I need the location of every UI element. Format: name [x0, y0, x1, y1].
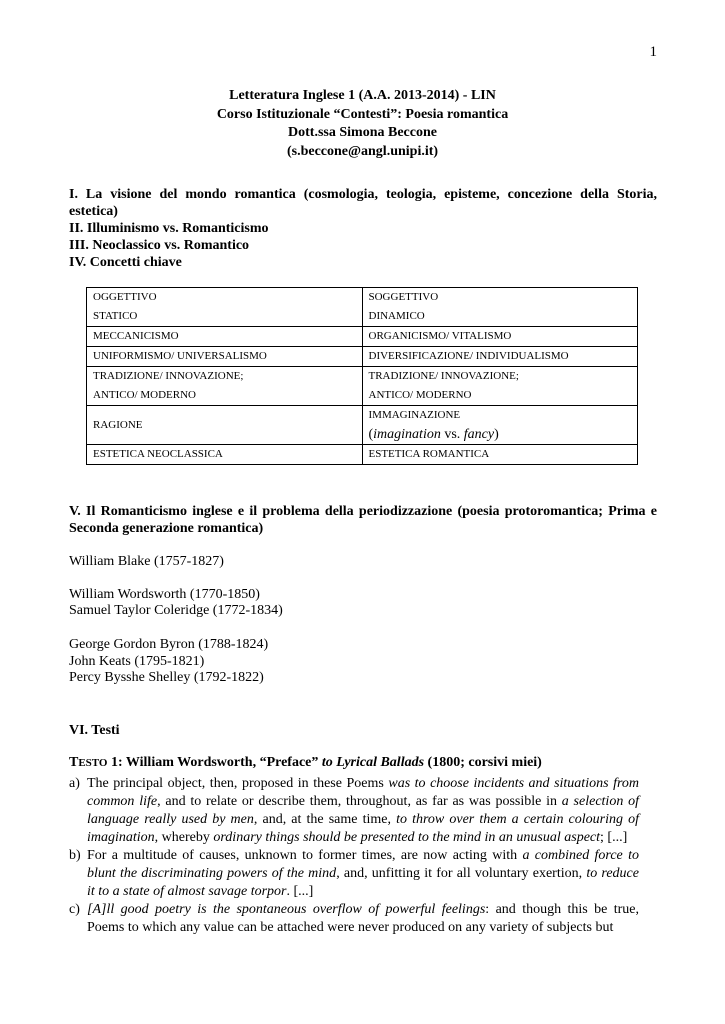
poet-wordsworth: William Wordsworth (1770-1850) [69, 587, 260, 602]
course-title: Letteratura Inglese 1 (A.A. 2013-2014) - LIN [229, 88, 496, 103]
table-row [87, 367, 638, 406]
table-cell [87, 367, 363, 406]
item-text: , and, unfitting it for all voluntary exertion, [336, 866, 587, 881]
table-cell: MECCANICISMO [87, 327, 363, 347]
cell-text: OGGETTIVO [93, 291, 157, 303]
item-label: a) [69, 776, 80, 791]
cell-text [369, 425, 632, 444]
item-label: b) [69, 848, 81, 863]
item-text: , and, at the same time, [253, 812, 397, 827]
title-initial: T [69, 755, 79, 770]
title-main: 1: William Wordsworth, “Preface” [107, 755, 319, 770]
table-row [87, 347, 638, 367]
vs-text: vs. [440, 427, 464, 442]
cell-text: TRADIZIONE/ INNOVAZIONE; [368, 370, 519, 382]
title-end: (1800; corsivi miei) [424, 755, 542, 770]
title-italic: to Lyrical Ballads [318, 755, 425, 770]
item-text: The principal object, then, proposed in these Poems [87, 776, 389, 791]
poet-keats: John Keats (1795-1821) [69, 654, 205, 669]
table-cell: RAGIONE [87, 406, 363, 445]
course-subtitle: Corso Istituzionale “Contesti”: Poesia romantica [216, 106, 509, 122]
table-row [87, 288, 638, 327]
item-italic: ordinary things should be presented to the mind in an unusual aspect [213, 830, 601, 845]
cell-text: ANTICO/ MODERNO [368, 389, 472, 401]
cell-text: TRADIZIONE/ INNOVAZIONE; [93, 370, 244, 382]
poet-shelley: Percy Bysshe Shelley (1792-1822) [69, 670, 264, 685]
title-smallcaps: ESTO [78, 757, 108, 769]
cell-text: IMMAGINAZIONE [368, 409, 461, 421]
term-imagination: imagination [373, 427, 441, 442]
item-italic: [A]ll good poetry is the spontaneous overflow of powerful feelings [87, 902, 486, 917]
poet-coleridge: Samuel Taylor Coleridge (1772-1834) [69, 603, 283, 618]
instructor-name: Dott.ssa Simona Beccone [288, 125, 437, 140]
item-text: : and though this be true, Poems to which any value can be attached were never produced on any variety of subjects but [87, 902, 639, 935]
section-6-heading: VI. Testi [69, 723, 120, 738]
paren: ( [368, 427, 374, 442]
item-text: For a multitude of causes, unknown to former times, are now acting with [87, 848, 523, 863]
item-italic: to reduce it to a state of almost savage torpor [87, 866, 639, 899]
document-header [0, 87, 725, 161]
table-cell: ORGANICISMO/ VITALISMO [362, 327, 638, 347]
section-1-heading: I. La visione del mondo romantica (cosmologia, teologia, episteme, concezione della Storia, estetica) [69, 187, 657, 219]
table-cell: UNIFORMISMO/ UNIVERSALISMO [87, 347, 363, 367]
item-italic: a combined force to blunt the discriminating powers of the mind [87, 848, 639, 881]
term-fancy: fancy [463, 427, 495, 442]
item-text: ; [...] [600, 830, 628, 845]
section-4-heading: IV. Concetti chiave [69, 255, 182, 270]
table-cell [362, 288, 638, 327]
list-item [69, 847, 639, 901]
item-text: , whereby [154, 830, 214, 845]
key-concepts-table [86, 287, 638, 465]
testo-1-title [69, 755, 542, 771]
item-italic: a selection of language really used by men [87, 794, 639, 827]
table-row [87, 445, 638, 465]
table-cell [362, 406, 638, 445]
table-row [87, 406, 638, 445]
section-5-heading: V. Il Romanticismo inglese e il problema della periodizzazione (poesia protoromantica; Prima e Seconda generazione romantica) [69, 504, 657, 536]
poet-blake: William Blake (1757-1827) [69, 554, 224, 569]
table-cell: ESTETICA NEOCLASSICA [87, 445, 363, 465]
item-text: , and to relate or describe them, throughout, as far as was possible in [157, 794, 562, 809]
table-row [87, 327, 638, 347]
section-3-heading: III. Neoclassico vs. Romantico [69, 238, 250, 253]
page-number: 1 [649, 44, 657, 60]
list-item [69, 901, 639, 937]
item-label: c) [69, 902, 80, 917]
table-cell [362, 367, 638, 406]
item-italic: to throw over them a certain colouring of imagination [87, 812, 639, 845]
item-text: . [...] [286, 884, 314, 899]
poet-byron: George Gordon Byron (1788-1824) [69, 637, 269, 652]
item-italic: was to choose incidents and situations from common life [87, 776, 639, 809]
list-item [69, 775, 639, 847]
instructor-email: (s.beccone@angl.unipi.it) [286, 143, 439, 159]
table-cell: ESTETICA ROMANTICA [362, 445, 638, 465]
paren: ) [494, 427, 499, 442]
quote-list [69, 775, 639, 937]
cell-text: SOGGETTIVO [368, 291, 439, 303]
cell-text: ANTICO/ MODERNO [93, 389, 196, 401]
cell-text: STATICO [93, 310, 138, 322]
section-2-heading: II. Illuminismo vs. Romanticismo [69, 221, 269, 236]
cell-text: DINAMICO [368, 310, 425, 322]
table-cell: DIVERSIFICAZIONE/ INDIVIDUALISMO [362, 347, 638, 367]
table-cell [87, 288, 363, 327]
